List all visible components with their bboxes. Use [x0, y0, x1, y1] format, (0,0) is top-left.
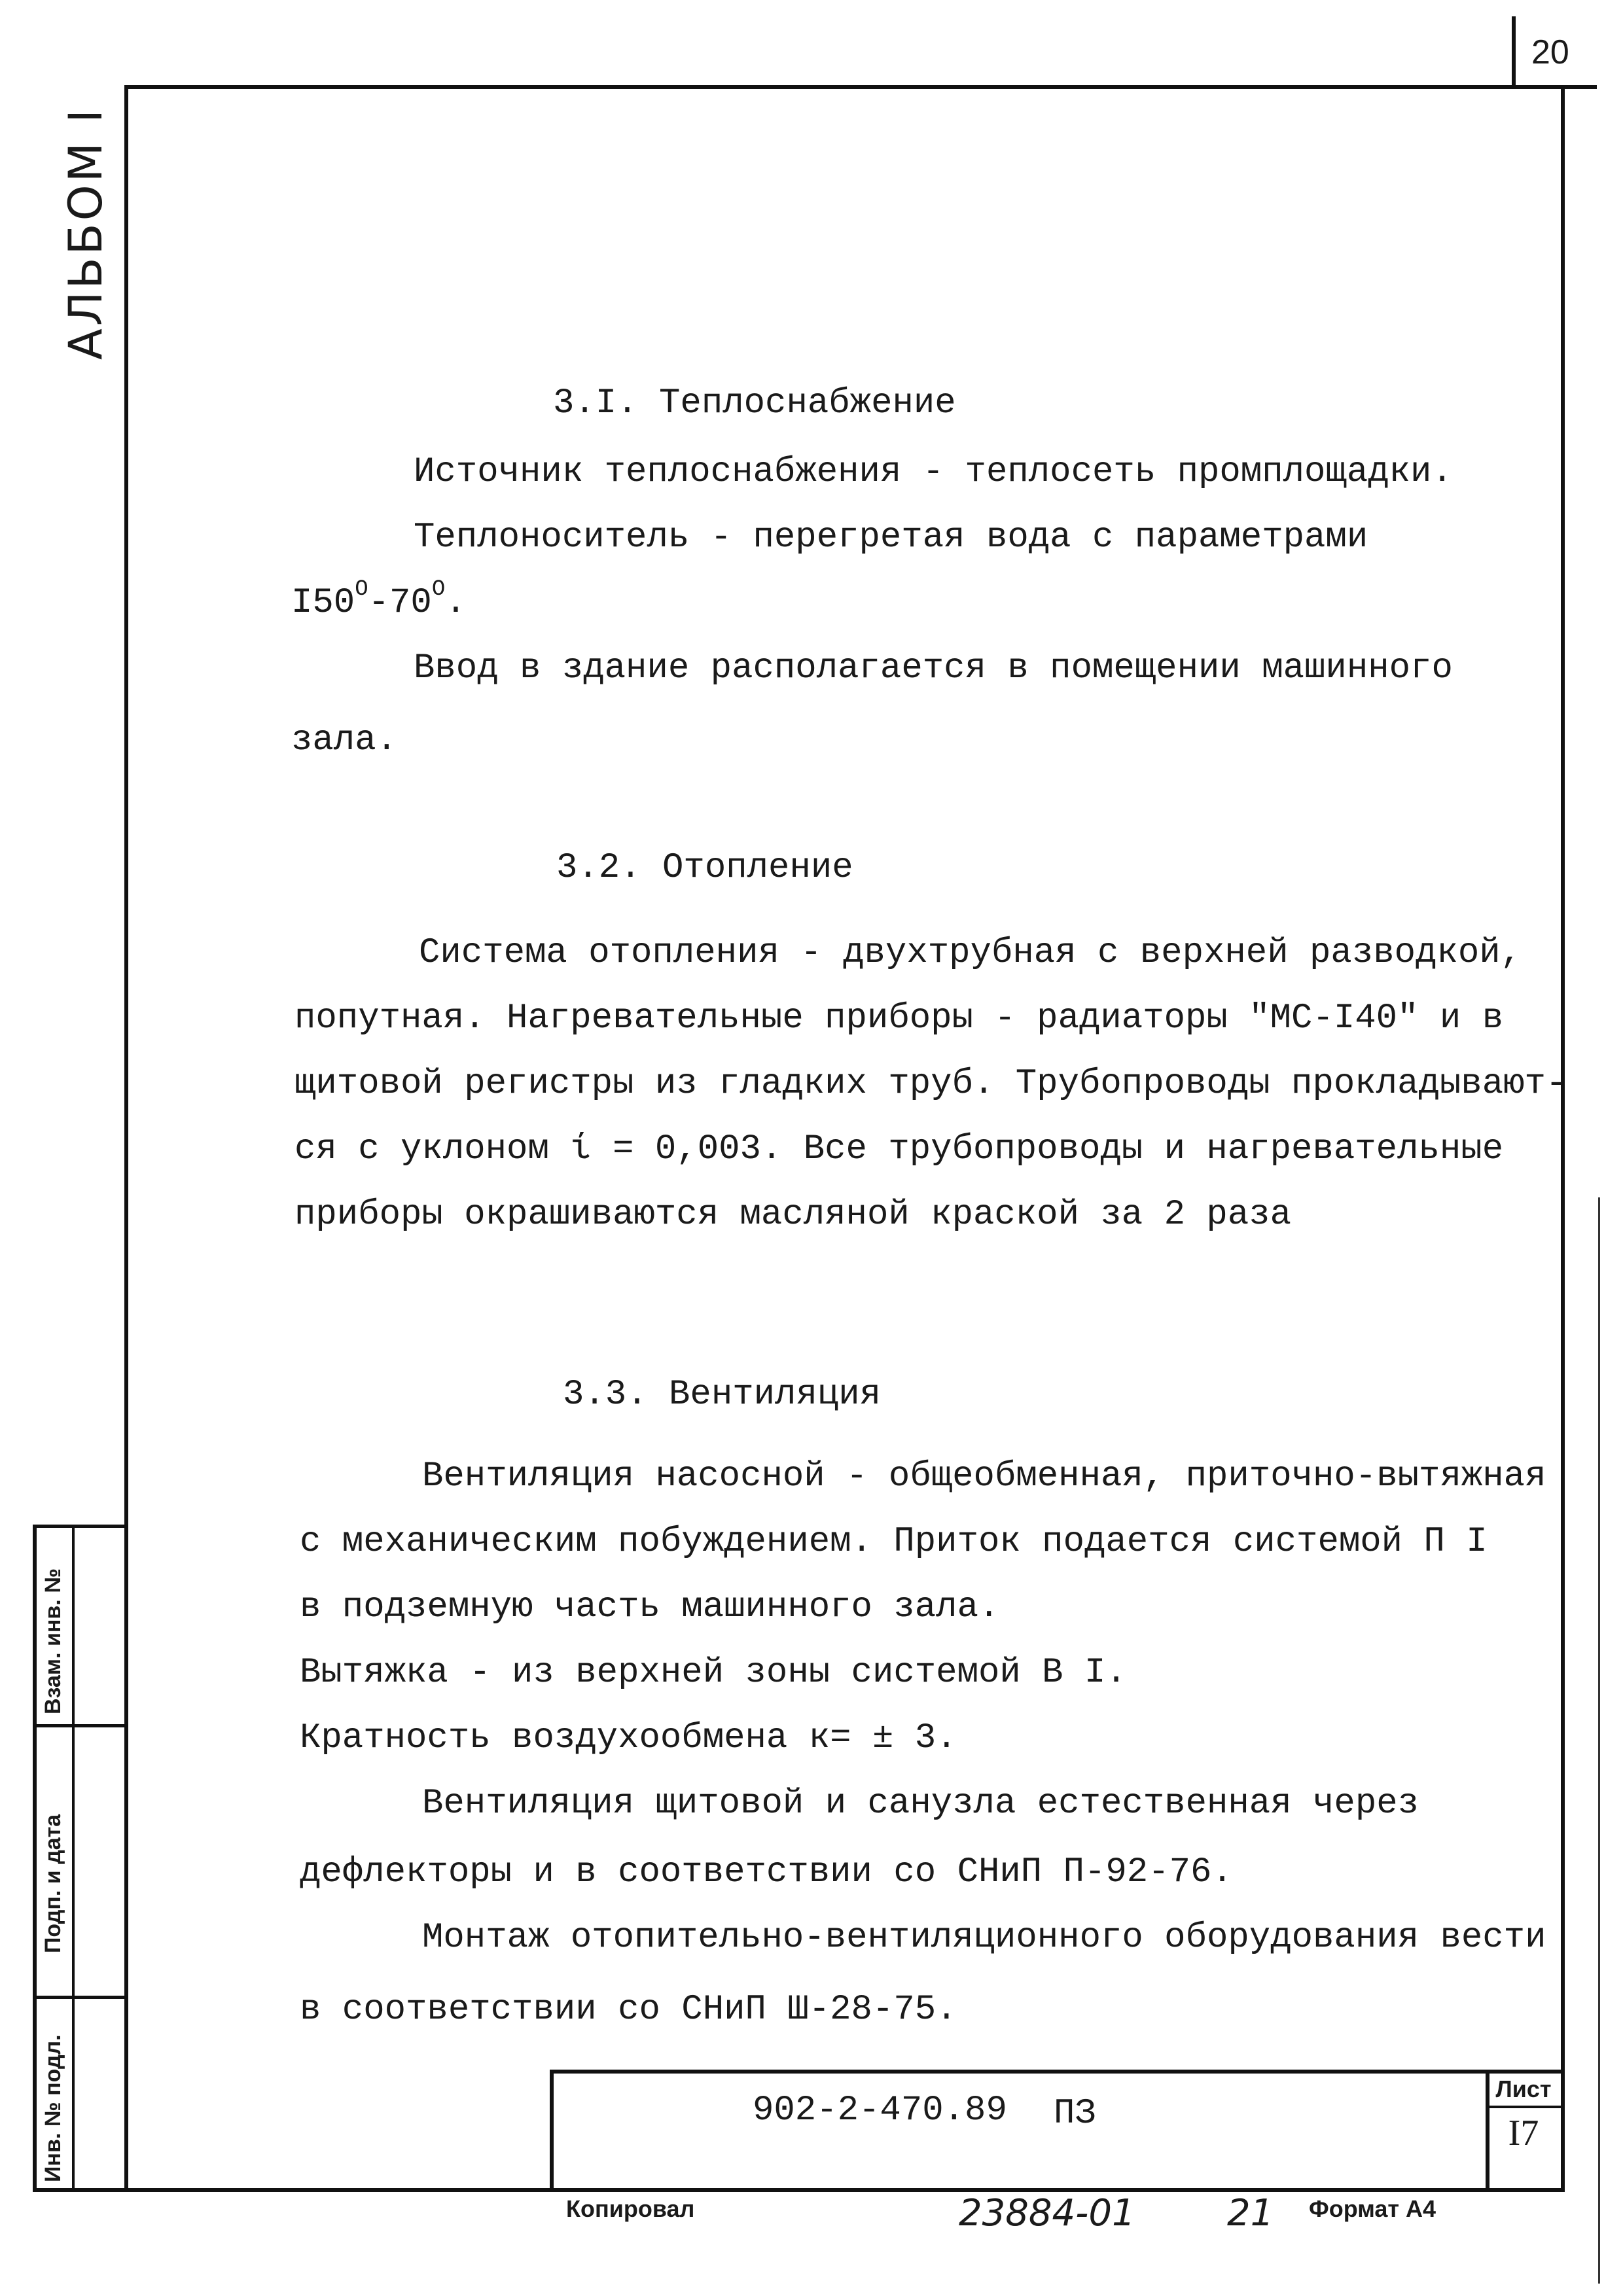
side-strip-divider-1 — [33, 1724, 128, 1727]
copied-by-label: Копировал — [566, 2195, 695, 2222]
paragraph-line: дефлекторы и в соответствии со СНиП П-92-76. — [300, 1852, 1233, 1892]
handwritten-number: 23884-01 — [959, 2192, 1135, 2234]
paragraph-line: Система отопления - двухтрубная с верхней разводкой, — [419, 933, 1522, 973]
side-strip-outer — [33, 1525, 37, 2192]
paragraph-line: Ввод в здание располагается в помещении машинного — [414, 648, 1453, 688]
temperature-parameters — [291, 577, 467, 623]
section-heading-ventilation: 3.3. Вентиляция — [563, 1375, 882, 1415]
frame-bottom — [33, 2188, 1565, 2192]
sheet-number: I7 — [1508, 2113, 1539, 2153]
paragraph-line: Вентиляция насосной - общеобменная, приточно-вытяжная — [422, 1457, 1546, 1496]
paragraph-line: в подземную часть машинного зала. — [300, 1587, 1000, 1627]
stamp-sheet-label-line — [1486, 2106, 1564, 2108]
album-label: АЛЬБОМ I — [59, 107, 113, 360]
side-strip-top — [33, 1525, 128, 1528]
side-strip-divider-2 — [33, 1996, 128, 1999]
document-code: 902-2-470.89 — [753, 2091, 1007, 2130]
paragraph-line: щитовой регистры из гладких труб. Трубопроводы прокладывают- — [294, 1064, 1567, 1104]
scan-edge-line — [1598, 1197, 1600, 2284]
paragraph-line: Теплоноситель - перегретая вода с параметрами — [414, 518, 1368, 557]
paragraph-line: Вентиляция щитовой и санузла естественная через — [422, 1784, 1419, 1824]
side-strip-inner — [72, 1525, 75, 2192]
temp-high: I50 — [291, 583, 355, 623]
paragraph-line: в соответствии со СНиП Ш-28-75. — [300, 1990, 957, 2030]
paragraph-line: приборы окрашиваются масляной краской за 2 раза — [294, 1195, 1292, 1235]
format-label: Формат А4 — [1309, 2195, 1436, 2222]
paragraph-line: Кратность воздухообмена к= ± 3. — [300, 1718, 957, 1758]
section-heading-heat-supply: 3.I. Теплоснабжение — [553, 383, 956, 423]
stamp-left — [550, 2070, 554, 2191]
handwritten-page: 21 — [1227, 2192, 1274, 2234]
document-type: ПЗ — [1054, 2094, 1096, 2134]
replace-inventory-label: Взам. инв. № — [41, 1568, 65, 1714]
original-inventory-label: Инв. № подл. — [41, 2034, 65, 2182]
stamp-top — [550, 2070, 1564, 2074]
temp-low: -70 — [368, 583, 432, 623]
paragraph-line: Вытяжка - из верхней зоны системой В I. — [300, 1653, 1127, 1693]
signature-date-label: Подп. и дата — [41, 1814, 65, 1953]
degree-sign: O — [431, 577, 446, 602]
sheet-label: Лист — [1495, 2075, 1552, 2102]
temp-period: . — [445, 583, 467, 623]
frame-right — [1561, 85, 1565, 2192]
frame-top — [124, 85, 1597, 89]
page-number: 20 — [1531, 33, 1569, 71]
page-number-divider — [1512, 16, 1516, 88]
paragraph-line: Монтаж отопительно-вентиляционного оборудования вести — [422, 1918, 1546, 1958]
paragraph-line: ся с уклоном ί = 0,003. Все трубопроводы и нагревательные — [294, 1129, 1504, 1169]
paragraph-line: с механическим побуждением. Приток подается системой П I — [300, 1522, 1488, 1562]
paragraph-line: попутная. Нагревательные приборы - радиаторы "МС-I40" и в — [294, 998, 1504, 1038]
paragraph-line: Источник теплоснабжения - теплосеть промплощадки. — [414, 452, 1453, 492]
stamp-sheet-divider — [1486, 2070, 1489, 2191]
paragraph-line: зала. — [291, 720, 398, 760]
degree-sign: O — [355, 577, 368, 602]
section-heading-heating: 3.2. Отопление — [556, 848, 853, 888]
frame-left — [124, 85, 128, 2192]
